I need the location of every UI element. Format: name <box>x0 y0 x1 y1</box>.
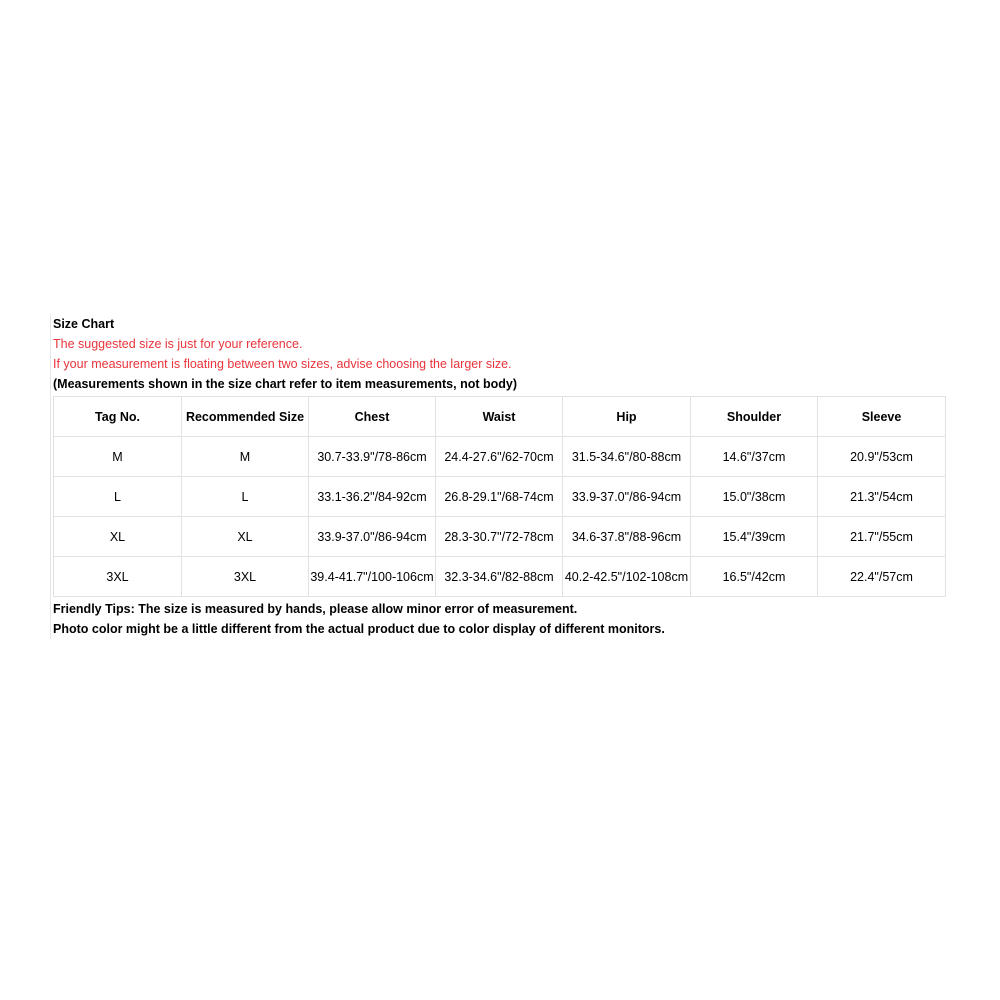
header-hip: Hip <box>563 397 691 437</box>
cell-tag-no: XL <box>54 517 182 557</box>
friendly-tips: Friendly Tips: The size is measured by hands, please allow minor error of measurement. <box>53 602 578 616</box>
larger-size-note: If your measurement is floating between two sizes, advise choosing the larger size. <box>53 357 512 371</box>
table-row <box>54 557 946 597</box>
header-recommended-size: Recommended Size <box>182 397 309 437</box>
cell-tag-no: 3XL <box>54 557 182 597</box>
header-shoulder: Shoulder <box>691 397 818 437</box>
cell-tag-no: L <box>54 477 182 517</box>
cell-chest: 39.4-41.7"/100-106cm <box>309 557 436 597</box>
cell-recommended-size: XL <box>182 517 309 557</box>
size-chart-title: Size Chart <box>53 317 115 331</box>
cell-waist: 24.4-27.6"/62-70cm <box>436 437 563 477</box>
cell-sleeve: 21.3"/54cm <box>818 477 946 517</box>
table-header-row <box>54 397 946 437</box>
header-chest: Chest <box>309 397 436 437</box>
cell-hip: 31.5-34.6"/80-88cm <box>563 437 691 477</box>
cell-recommended-size: M <box>182 437 309 477</box>
table-row <box>54 437 946 477</box>
cell-chest: 33.9-37.0"/86-94cm <box>309 517 436 557</box>
cell-recommended-size: 3XL <box>182 557 309 597</box>
cell-chest: 30.7-33.9"/78-86cm <box>309 437 436 477</box>
reference-note: The suggested size is just for your reference. <box>53 337 303 351</box>
cell-shoulder: 15.0"/38cm <box>691 477 818 517</box>
cell-shoulder: 14.6"/37cm <box>691 437 818 477</box>
cell-tag-no: M <box>54 437 182 477</box>
table-row <box>54 477 946 517</box>
header-waist: Waist <box>436 397 563 437</box>
cell-sleeve: 20.9"/53cm <box>818 437 946 477</box>
measurement-note: (Measurements shown in the size chart refer to item measurements, not body) <box>53 377 517 391</box>
cell-hip: 40.2-42.5"/102-108cm <box>563 557 691 597</box>
photo-color-note: Photo color might be a little different from the actual product due to color display of different monitors. <box>53 622 665 636</box>
cell-hip: 34.6-37.8"/88-96cm <box>563 517 691 557</box>
cell-waist: 32.3-34.6"/82-88cm <box>436 557 563 597</box>
cell-sleeve: 21.7"/55cm <box>818 517 946 557</box>
cell-chest: 33.1-36.2"/84-92cm <box>309 477 436 517</box>
size-table <box>53 396 946 597</box>
table-row <box>54 517 946 557</box>
cell-recommended-size: L <box>182 477 309 517</box>
header-sleeve: Sleeve <box>818 397 946 437</box>
cell-waist: 28.3-30.7"/72-78cm <box>436 517 563 557</box>
cell-waist: 26.8-29.1"/68-74cm <box>436 477 563 517</box>
cell-hip: 33.9-37.0"/86-94cm <box>563 477 691 517</box>
cell-shoulder: 16.5"/42cm <box>691 557 818 597</box>
cell-shoulder: 15.4"/39cm <box>691 517 818 557</box>
cell-sleeve: 22.4"/57cm <box>818 557 946 597</box>
header-tag-no: Tag No. <box>54 397 182 437</box>
size-chart <box>50 314 945 639</box>
